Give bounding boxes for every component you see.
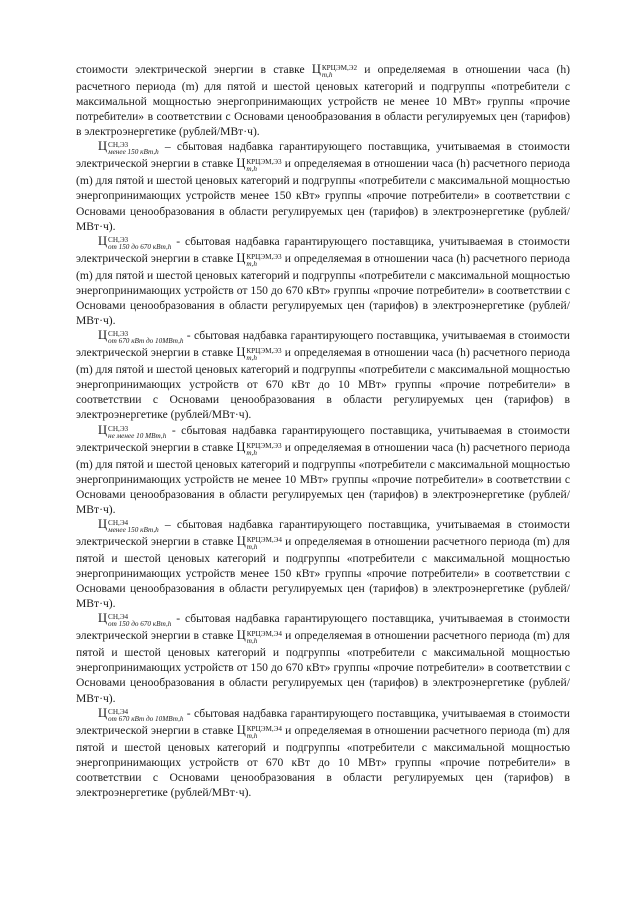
rate-subscript: m,h <box>246 448 257 457</box>
markup-superscript: СН,Э4 <box>108 518 129 527</box>
rate-indices <box>246 348 281 362</box>
rate-subscript: m,h <box>246 637 258 646</box>
definition-mid-text: - сбытовая надбавка гарантирующего поставщика, учитываемая в стоимости электрической энергии в ставке <box>76 612 570 643</box>
rate-superscript: КРЦЭМ,Э3 <box>246 252 282 261</box>
rate-subscript: m,h <box>246 542 258 551</box>
rate-indices <box>247 631 282 645</box>
markup-subscript: от 150 до 670 кВт,h <box>108 242 172 251</box>
document-page <box>76 62 570 800</box>
definition-mid-text: - сбытовая надбавка гарантирующего поставщика, учитываемая в стоимости электрической энергии в ставке <box>76 234 570 265</box>
rate-indices <box>246 443 281 457</box>
markup-superscript: СН,Э4 <box>108 707 129 716</box>
markup-symbol: Ц <box>98 328 108 343</box>
markup-symbol: Ц <box>98 611 108 626</box>
markup-indices <box>108 520 159 534</box>
paragraph-continuation <box>76 62 570 139</box>
markup-subscript: от 150 до 670 кВт,h <box>108 620 172 629</box>
markup-subscript: от 670 кВт до 10МВт,h <box>108 337 184 346</box>
definition-paragraph <box>76 234 570 328</box>
markup-superscript: СН,Э3 <box>108 141 129 150</box>
rate-symbol: Ц <box>236 628 246 643</box>
markup-indices <box>108 142 159 156</box>
rate-indices <box>247 537 282 551</box>
definition-text: и определяемая в отношении часа (h) расчетного периода (m) для пятой и шестой ценовых категорий и подгруппы «потребители с максимальной мощностью энергопринимающих устройств менее 150 кВт» группы «прочие потребители» в соответствии с Основами ценообразования в области регулируемых цен (тарифов) в электроэнергетике (рублей/МВт·ч). <box>76 157 570 233</box>
rate-indices <box>246 254 281 268</box>
rate-symbol: Ц <box>236 250 246 265</box>
paragraph-text: и определяемая в отношении часа (h) расчетного периода (m) для пятой и шестой ценовых категорий и подгруппы «потребители с максимальной мощностью энергопринимающих устройств не менее 10 МВт» группы «прочие потребители» в соответствии с Основами ценообразования в области регулируемых цен (тарифов) в электроэнергетике (рублей/МВт·ч). <box>76 63 570 139</box>
definition-paragraph <box>76 423 570 517</box>
rate-symbol: Ц <box>236 533 246 548</box>
rate-indices <box>247 726 282 740</box>
definition-text: и определяемая в отношении часа (h) расчетного периода (m) для пятой и шестой ценовых категорий и подгруппы «потребители с максимальной мощностью энергопринимающих устройств не менее 10 МВт» группы «прочие потребители» в соответствии с Основами ценообразования в области регулируемых цен (тарифов) в электроэнергетике (рублей/МВт·ч). <box>76 440 570 516</box>
rate-subscript: m,h <box>246 165 257 174</box>
rate-subscript: m,h <box>321 71 333 79</box>
definition-mid-text: - сбытовая надбавка гарантирующего поставщика, учитываемая в стоимости электрической энергии в ставке <box>76 329 570 360</box>
definition-paragraph <box>76 139 570 233</box>
definition-text: и определяемая в отношении расчетного периода (m) для пятой и шестой ценовых категорий и подгруппы «потребители с максимальной мощностью энергопринимающих устройств менее 150 кВт» группы «прочие потребители» в соответствии с Основами ценообразования в области регулируемых цен (тарифов) в электроэнергетике (рублей/МВт·ч). <box>76 534 570 611</box>
rate-indices <box>246 159 281 173</box>
markup-symbol: Ц <box>98 705 108 720</box>
markup-subscript: от 670 кВт до 10МВт,h <box>108 714 184 723</box>
definition-text: и определяемая в отношении часа (h) расчетного периода (m) для пятой и шестой ценовых категорий и подгруппы «потребители с максимальной мощностью энергопринимающих устройств от 150 до 670 кВт» группы «прочие потребители» в соответствии с Основами ценообразования в области регулируемых цен (тарифов) в электроэнергетике (рублей/МВт·ч). <box>76 251 570 328</box>
markup-symbol: Ц <box>98 516 108 531</box>
markup-subscript: менее 150 кВт,h <box>108 525 159 534</box>
definition-text: и определяемая в отношении часа (h) расчетного периода (m) для пятой и шестой ценовых категорий и подгруппы «потребители с максимальной мощностью энергопринимающих устройств от 670 кВт до 10 МВт» группы «прочие потребители» в соответствии с Основами ценообразования в области регулируемых цен (тарифов) в электроэнергетике (рублей/МВт·ч). <box>76 346 570 422</box>
definition-text: и определяемая в отношении расчетного периода (m) для пятой и шестой ценовых категорий и подгруппы «потребители с максимальной мощностью энергопринимающих устройств от 150 до 670 кВт» группы «прочие потребители» в соответствии с Основами ценообразования в области регулируемых цен (тарифов) в электроэнергетике (рублей/МВт·ч). <box>76 629 570 705</box>
rate-superscript: КРЦЭМ,Э3 <box>246 347 282 356</box>
rate-indices <box>322 65 357 79</box>
rate-symbol: Ц <box>236 722 246 737</box>
markup-subscript: не менее 10 МВт,h <box>108 431 167 440</box>
definition-paragraph <box>76 706 570 800</box>
rate-symbol: Ц <box>236 439 246 454</box>
markup-subscript: менее 150 кВт,h <box>108 148 159 157</box>
markup-indices <box>108 614 171 628</box>
markup-symbol: Ц <box>98 233 108 248</box>
rate-subscript: m,h <box>246 731 258 740</box>
rate-superscript: КРЦЭМ,Э2 <box>321 64 358 72</box>
definition-paragraph <box>76 611 570 705</box>
definition-mid-text: - сбытовая надбавка гарантирующего поставщика, учитываемая в стоимости электрической энергии в ставке <box>76 423 570 454</box>
markup-indices <box>108 709 183 723</box>
rate-superscript: КРЦЭМ,Э3 <box>246 441 282 450</box>
rate-superscript: КРЦЭМ,Э3 <box>246 158 282 167</box>
rate-subscript: m,h <box>246 354 257 363</box>
definition-mid-text: - сбытовая надбавка гарантирующего поставщика, учитываемая в стоимости электрической энергии в ставке <box>76 706 570 737</box>
markup-symbol: Ц <box>98 422 108 437</box>
definition-paragraph <box>76 328 570 422</box>
definition-mid-text: – сбытовая надбавка гарантирующего поставщика, учитываемая в стоимости электрической энергии в ставке <box>76 517 570 548</box>
markup-superscript: СН,Э3 <box>108 424 129 433</box>
rate-symbol: Ц <box>236 156 246 171</box>
definition-paragraph <box>76 517 570 611</box>
rate-subscript: m,h <box>246 259 257 268</box>
paragraph-lead: стоимости электрической энергии в ставке <box>76 63 312 76</box>
definition-mid-text: – сбытовая надбавка гарантирующего поставщика, учитываемая в стоимости электрической энергии в ставке <box>76 140 570 171</box>
markup-symbol: Ц <box>98 139 108 154</box>
markup-indices <box>108 426 166 440</box>
rate-symbol: Ц <box>311 62 321 76</box>
rate-superscript: КРЦЭМ,Э4 <box>246 535 283 544</box>
definition-text: и определяемая в отношении расчетного периода (m) для пятой и шестой ценовых категорий и подгруппы «потребители с максимальной мощностью энергопринимающих устройств от 670 кВт до 10 МВт» группы «прочие потребители» в соответствии с Основами ценообразования в области регулируемых цен (тарифов) в электроэнергетике (рублей/МВт·ч). <box>76 723 570 799</box>
markup-indices <box>108 331 183 345</box>
markup-superscript: СН,Э3 <box>108 235 129 244</box>
markup-indices <box>108 237 171 251</box>
rate-superscript: КРЦЭМ,Э4 <box>246 630 283 639</box>
rate-symbol: Ц <box>236 345 246 360</box>
markup-superscript: СН,Э4 <box>108 613 129 622</box>
markup-superscript: СН,Э3 <box>108 330 129 339</box>
rate-superscript: КРЦЭМ,Э4 <box>246 724 283 733</box>
